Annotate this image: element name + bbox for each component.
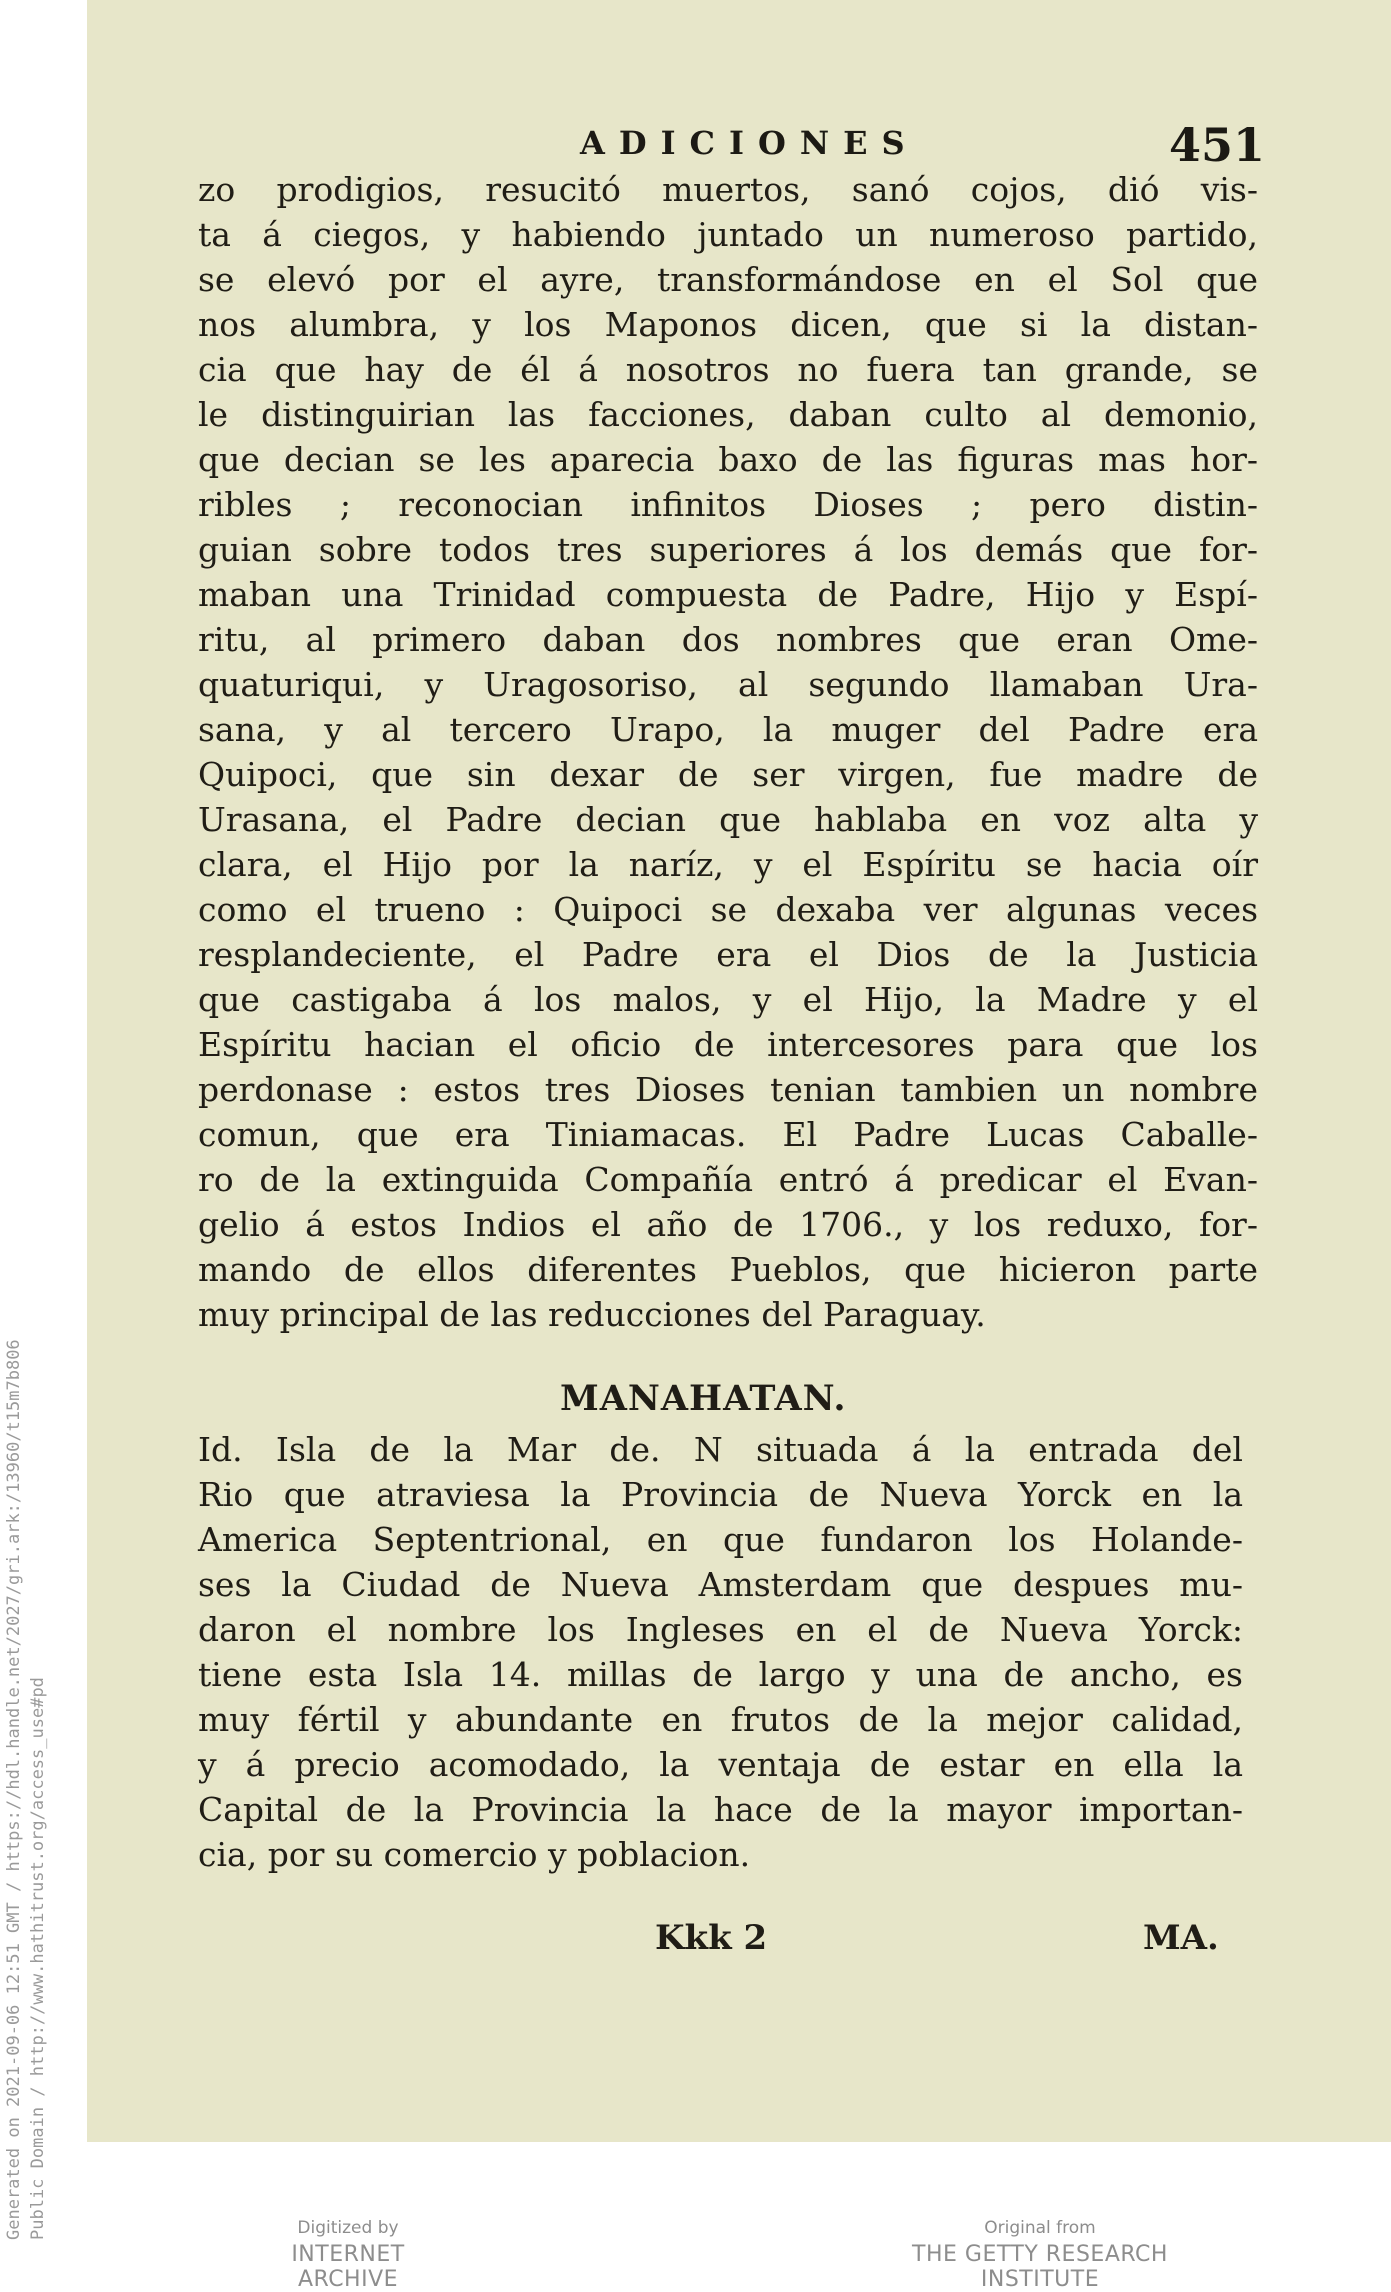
digitized-by-credit [238,2218,458,2292]
digitized-by-label: Digitized by [297,2218,399,2238]
text-line: Id. Isla de la Mar de. N situada á la entrada del [198,1430,1243,1469]
text-line: clara, el Hijo por la naríz, y el Espíritu se hacia oír [198,845,1258,884]
text-line: ribles ; reconocian infinitos Dioses ; pero distin- [198,485,1258,524]
text-line: que decian se les aparecia baxo de las figuras mas hor- [198,440,1258,479]
access-stamp [0,0,60,2271]
section-body-text [198,1427,1243,1877]
text-line: guian sobre todos tres superiores á los demás que for- [198,530,1258,569]
text-line: ro de la extinguida Compañía entró á predicar el Evan- [198,1160,1258,1199]
text-line: comun, que era Tiniamacas. El Padre Lucas Caballe- [198,1115,1258,1154]
getty-institute-label: THE GETTY RESEARCH INSTITUTE [912,2242,1168,2292]
internet-archive-label: INTERNET ARCHIVE [291,2242,405,2292]
text-line: que castigaba á los malos, y el Hijo, la Madre y el [198,980,1258,1019]
generated-stamp-text: Generated on 2021-09-06 12:51 GMT / https://hdl.handle.net/2027/gri.ark:/13960/t15m7b806 [4,1339,24,2240]
text-line: como el trueno : Quipoci se dexaba ver algunas veces [198,890,1258,929]
section-heading: MANAHATAN. [560,1378,847,1419]
text-line: muy principal de las reducciones del Paraguay. [198,1295,986,1334]
catchword: MA. [1143,1918,1219,1958]
text-line: cia que hay de él á nosotros no fuera tan grande, se [198,350,1258,389]
text-line: muy fértil y abundante en frutos de la mejor calidad, [198,1700,1243,1739]
text-line: se elevó por el ayre, transformándose en el Sol que [198,260,1258,299]
original-from-credit [850,2218,1230,2292]
text-line: America Septentrional, en que fundaron los Holande- [198,1520,1243,1559]
text-line: mando de ellos diferentes Pueblos, que hicieron parte [198,1250,1258,1289]
text-line: cia, por su comercio y poblacion. [198,1835,751,1874]
text-line: ses la Ciudad de Nueva Amsterdam que despues mu- [198,1565,1243,1604]
text-line: Capital de la Provincia la hace de la mayor importan- [198,1790,1243,1829]
text-line: maban una Trinidad compuesta de Padre, Hijo y Espí- [198,575,1258,614]
text-line: y á precio acomodado, la ventaja de estar en ella la [198,1745,1243,1784]
public-domain-stamp-text: Public Domain / http://www.hathitrust.org/access_use#pd [28,1677,48,2240]
text-line: gelio á estos Indios el año de 1706., y los reduxo, for- [198,1205,1258,1244]
text-line: daron el nombre los Ingleses en el de Nueva Yorck: [198,1610,1243,1649]
text-line: ta á ciegos, y habiendo juntado un numeroso partido, [198,215,1258,254]
text-line: nos alumbra, y los Maponos dicen, que si la distan- [198,305,1258,344]
text-line: tiene esta Isla 14. millas de largo y una de ancho, es [198,1655,1243,1694]
text-line: Quipoci, que sin dexar de ser virgen, fue madre de [198,755,1258,794]
signature-mark: Kkk 2 [655,1918,768,1958]
text-line: resplandeciente, el Padre era el Dios de la Justicia [198,935,1258,974]
text-line: Espíritu hacian el oficio de intercesores para que los [198,1025,1258,1064]
page-number: 451 [1168,118,1265,172]
text-line: sana, y al tercero Urapo, la muger del Padre era [198,710,1258,749]
body-text [198,167,1258,1337]
running-title: ADICIONES [580,124,919,162]
original-from-label: Original from [984,2218,1096,2238]
text-line: quaturiqui, y Uragosoriso, al segundo llamaban Ura- [198,665,1258,704]
text-line: le distinguirian las facciones, daban culto al demonio, [198,395,1258,434]
text-line: ritu, al primero daban dos nombres que eran Ome- [198,620,1258,659]
text-line: Urasana, el Padre decian que hablaba en voz alta y [198,800,1258,839]
text-line: Rio que atraviesa la Provincia de Nueva Yorck en la [198,1475,1243,1514]
text-line: zo prodigios, resucitó muertos, sanó cojos, dió vis- [198,170,1258,209]
text-line: perdonase : estos tres Dioses tenian tambien un nombre [198,1070,1258,1109]
